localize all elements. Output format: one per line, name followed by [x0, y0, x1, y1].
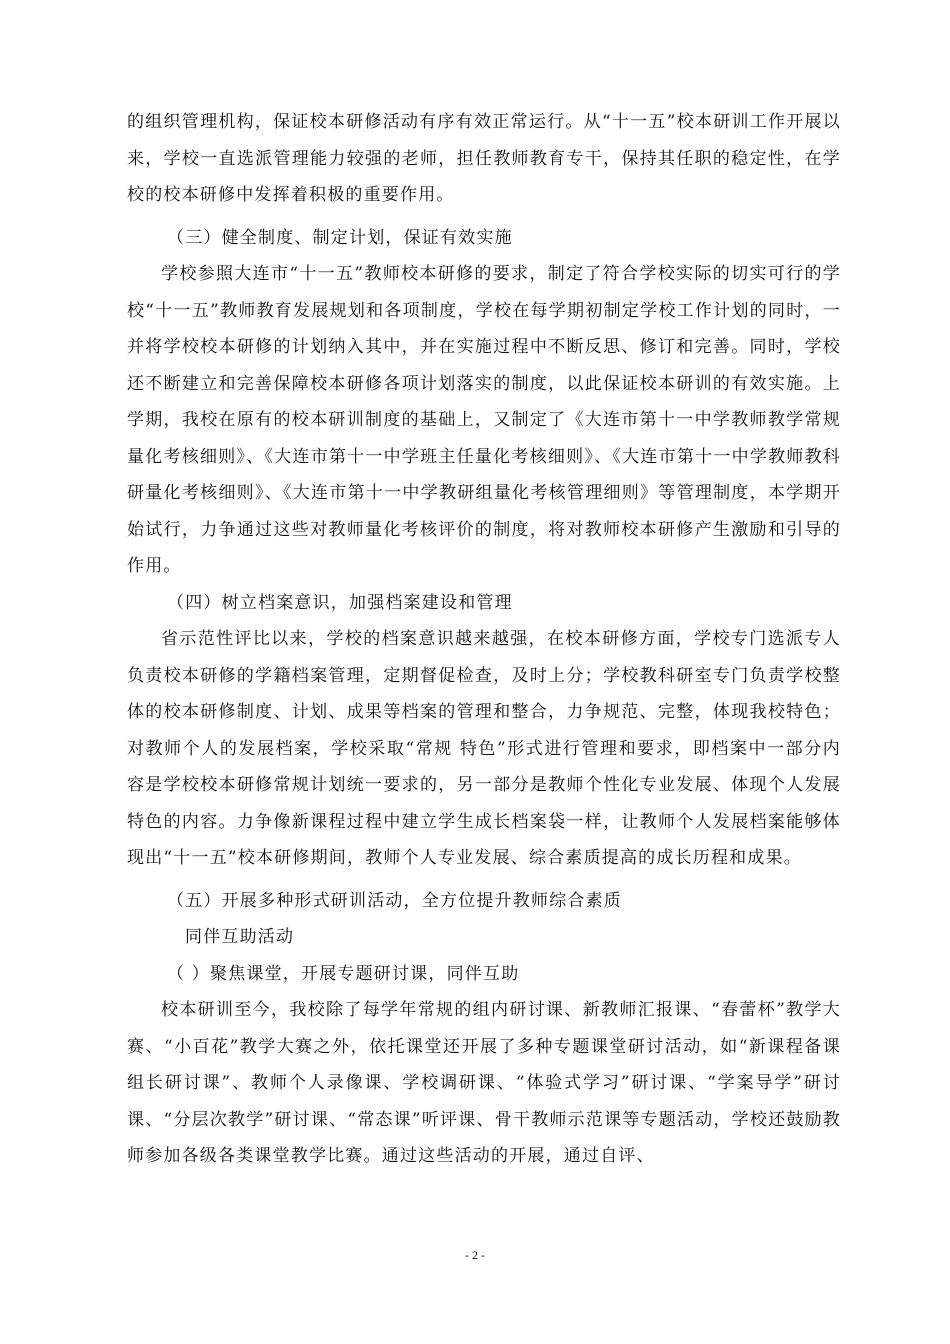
subheading-classroom-focus: （ ）聚焦课堂，开展专题研讨课，同伴互助	[167, 963, 520, 984]
subheading-peer-help: 同伴互助活动	[185, 927, 295, 947]
body-text	[127, 104, 841, 1175]
paragraph-management-org: 的组织管理机构，保证校本研修活动有序有效正常运行。从“十一五”校本研训工作开展以来，学校一直选派管理能力较强的老师，担任教师教育专干，保持其任职的稳定性，在学校的校本研修中发挥着积极的重要作用。	[127, 112, 841, 205]
heading-section-4: （四）树立档案意识，加强档案建设和管理	[167, 592, 513, 613]
page-number: - 2 -	[465, 1248, 485, 1262]
paragraph-archives: 省示范性评比以来，学校的档案意识越来越强，在校本研修方面，学校专门选派专人负责校本研修的学籍档案管理，定期督促检查，及时上分；学校教科研室专门负责学校整体的校本研修制度、计划、成果等档案的管理和整合，力争规范、完整，体现我校特色；对教师个人的发展档案，学校采取“常规 特色”形式进行管理和要求，即档案中一部分内容是学校校本研修常规计划统一要求的，另一部分是教师个性化专业发展、体现个人发展特色的内容。力争像新课程过程中建立学生成长档案袋一样，让教师个人发展档案能够体现出“十一五”校本研修期间，教师个人专业发展、综合素质提高的成长历程和成果。	[127, 629, 841, 868]
heading-section-3: （三）健全制度、制定计划，保证有效实施	[167, 227, 513, 248]
heading-section-5: （五）开展多种形式研训活动，全方位提升教师综合素质	[167, 890, 622, 911]
paragraph-research-classes: 校本研训至今，我校除了每学年常规的组内研讨课、新教师汇报课、“春蕾杯”教学大赛、“小百花”教学大赛之外，依托课堂还开展了多种专题课堂研讨活动，如“新课程备课组长研讨课”、教师个人录像课、学校调研课、“体验式学习”研讨课、“学案导学”研讨课、“分层次教学”研讨课、“常态课”听评课、骨干教师示范课等专题活动，学校还鼓励教师参加各级各类课堂教学比赛。通过这些活动的开展，通过自评、	[127, 1000, 841, 1166]
paragraph-system-plan: 学校参照大连市“十一五”教师校本研修的要求，制定了符合学校实际的切实可行的学校“十一五”教师教育发展规划和各项制度，学校在每学期初制定学校工作计划的同时，一并将学校校本研修的计划纳入其中，并在实施过程中不断反思、修订和完善。同时，学校还不断建立和完善保障校本研修各项计划落实的制度，以此保证校本研训的有效实施。上学期，我校在原有的校本研训制度的基础上，又制定了《大连市第十一中学教师教学常规量化考核细则》、《大连市第十一中学班主任量化考核细则》、《大连市第十一中学教师教科研量化考核细则》、《大连市第十一中学教研组量化考核管理细则》等管理制度，本学期开始试行，力争通过这些对教师量化考核评价的制度，将对教师校本研修产生激励和引导的作用。	[127, 264, 841, 576]
